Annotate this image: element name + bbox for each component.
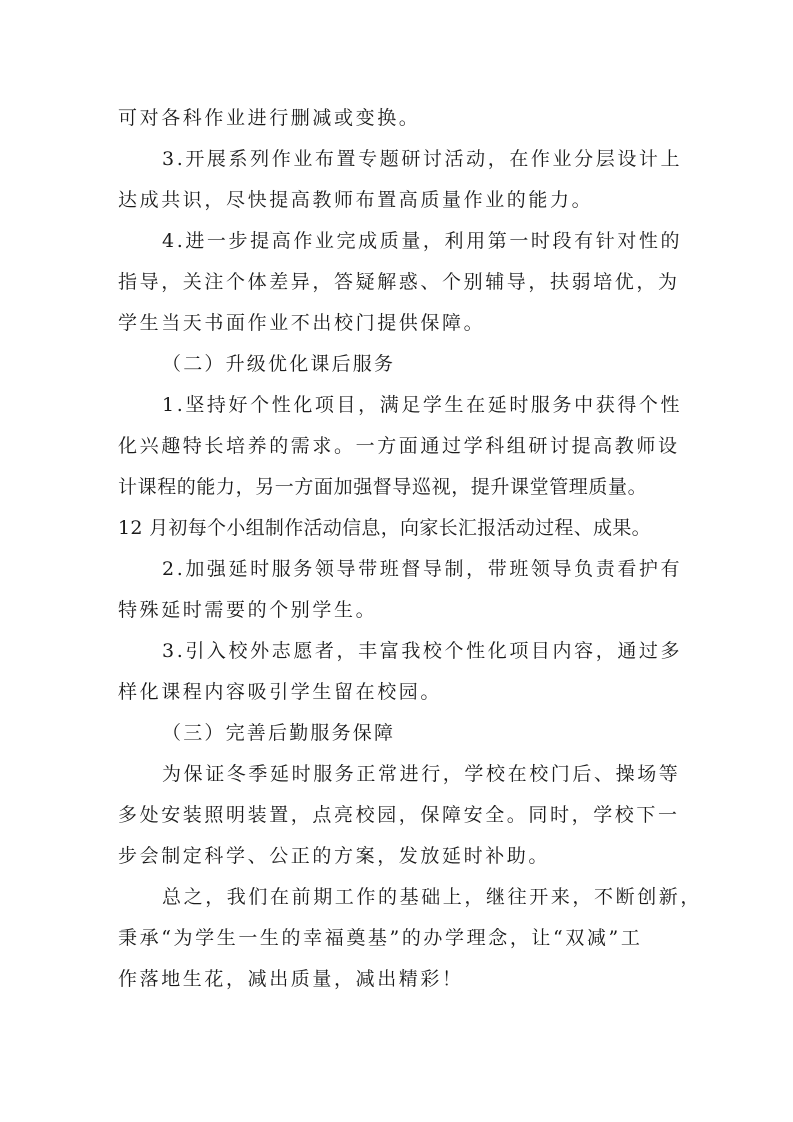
section-heading-2: （二）升级优化课后服务 [162, 353, 396, 375]
text-line-14: 3.引入校外志愿者，丰富我校个性化项目内容，通过多 [162, 640, 683, 662]
text-line-3: 达成共识，尽快提高教师布置高质量作业的能力。 [118, 189, 594, 211]
text-line-6: 学生当天书面作业不出校门提供保障。 [118, 312, 486, 334]
text-line-8: 1.坚持好个性化项目，满足学生在延时服务中获得个性 [162, 394, 683, 416]
text-line-5: 指导，关注个体差异，答疑解惑、个别辅导，扶弱培优，为 [118, 271, 680, 293]
text-line-21: 秉承“为学生一生的幸福奠基”的办学理念，让“双减”工 [118, 927, 643, 949]
text-line-12: 2.加强延时服务领导带班督导制，带班领导负责看护有 [162, 558, 683, 580]
text-line-9: 化兴趣特长培养的需求。一方面通过学科组研讨提高教师设 [118, 435, 680, 457]
text-line-1: 可对各科作业进行删减或变换。 [118, 107, 421, 129]
text-line-17: 为保证冬季延时服务正常进行，学校在校门后、操场等 [162, 763, 681, 785]
text-line-18: 多处安装照明装置，点亮校园，保障安全。同时，学校下一 [118, 804, 680, 826]
text-line-4: 4.进一步提高作业完成质量，利用第一时段有针对性的 [162, 230, 683, 252]
text-line-15: 样化课程内容吸引学生留在校园。 [118, 681, 443, 703]
text-line-19: 步会制定科学、公正的方案，发放延时补助。 [118, 845, 551, 867]
text-line-20: 总之，我们在前期工作的基础上，继往开来，不断创新， [162, 886, 703, 908]
text-line-10: 计课程的能力，另一方面加强督导巡视，提升课堂管理质量。 [118, 476, 648, 498]
text-line-11: 12 月初每个小组制作活动信息，向家长汇报活动过程、成果。 [118, 517, 651, 539]
text-line-2: 3.开展系列作业布置专题研讨活动，在作业分层设计上 [162, 148, 683, 170]
section-heading-3: （三）完善后勤服务保障 [162, 722, 396, 744]
text-line-13: 特殊延时需要的个别学生。 [118, 599, 378, 621]
text-line-22: 作落地生花，减出质量，减出精彩！ [118, 968, 464, 990]
